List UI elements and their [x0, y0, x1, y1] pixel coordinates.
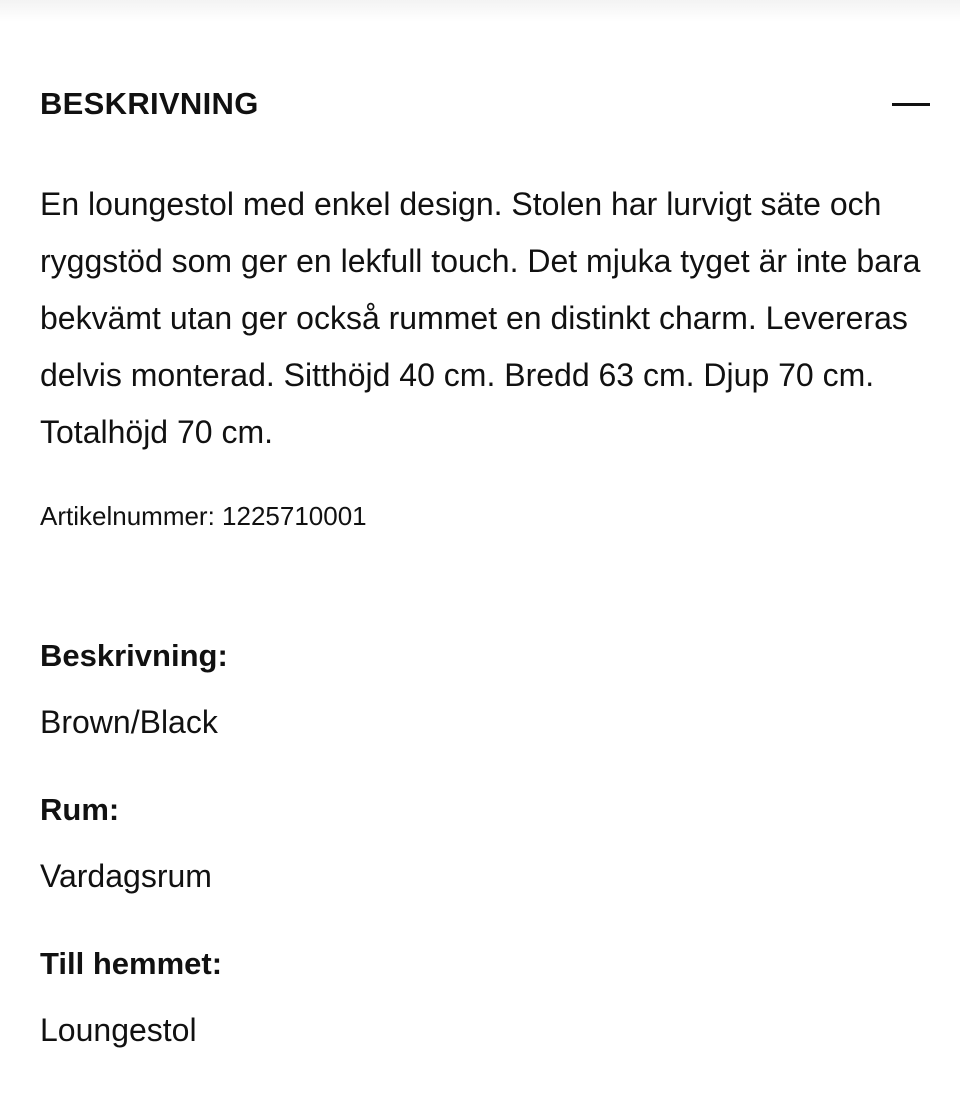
minus-icon [892, 103, 930, 106]
section-title: BESKRIVNING [40, 86, 259, 121]
attribute-label-home: Till hemmet: [40, 946, 223, 981]
attribute-value-color: Brown/Black [40, 704, 218, 740]
collapse-button[interactable] [890, 84, 930, 124]
product-description: En loungestol med enkel design. Stolen har lurvigt säte och ryggstöd som ger en lekfull touch. Det mjuka tyget är inte bara bekvämt utan ger också rummet en distinkt charm. Levereras delvis monterad. Sitthöjd 40 cm. Bredd 63 cm. Djup 70 cm. Totalhöjd 70 cm. [40, 186, 921, 450]
attribute-label-color: Beskrivning: [40, 638, 228, 673]
top-fade [0, 0, 960, 22]
attribute-label-room: Rum: [40, 792, 120, 827]
article-number: Artikelnummer: 1225710001 [40, 501, 367, 531]
attribute-value-home: Loungestol [40, 1012, 197, 1048]
description-accordion-header[interactable] [40, 84, 920, 124]
attribute-value-room: Vardagsrum [40, 858, 212, 894]
